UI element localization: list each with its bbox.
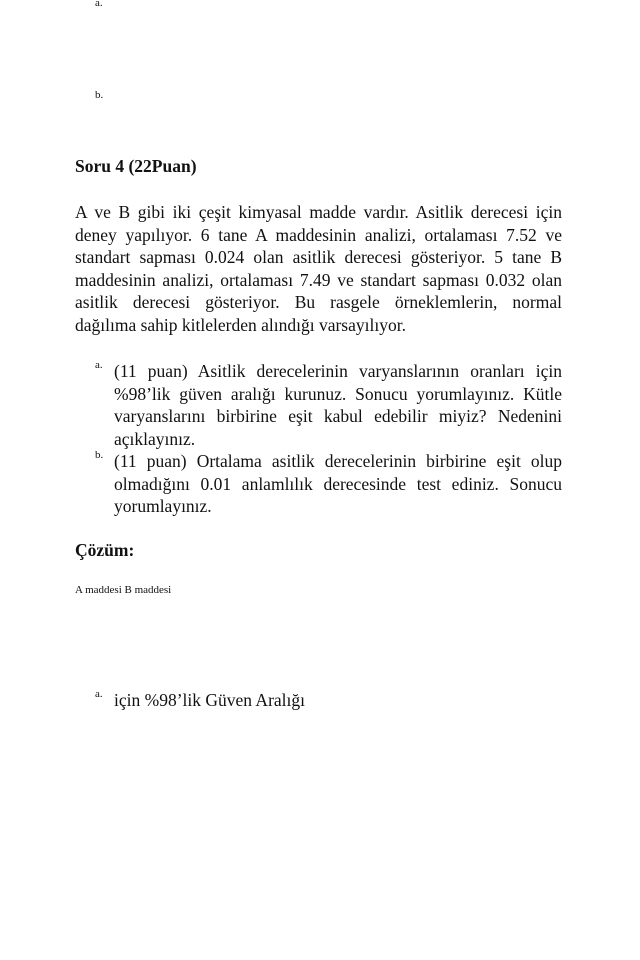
question-body: A ve B gibi iki çeşit kimyasal madde vardır. Asitlik derecesi için deney yapılıyor. 6 tane A maddesinin analizi, ortalaması 7.52 ve standart sapması 0.024 olan asitlik derecesi gösteriyor. 5 tane B maddesinin analizi, ortalaması 7.49 ve standart sapması 0.032 olan asitlik derecesi gösteriyor. Bu rasgele örneklemlerin, normal dağılıma sahip kitlelerden alındığı varsayılıyor. <box>75 202 562 335</box>
question-item-b-text: (11 puan) Ortalama asitlik derecelerinin birbirine eşit olup olmadığını 0.01 anlamlılık derecesinde test ediniz. Sonucu yorumlayınız. <box>114 451 562 517</box>
solution-title: Çözüm: <box>75 540 135 560</box>
solution-item-a <box>75 689 562 712</box>
question-item-a <box>75 360 562 450</box>
question-item-b-marker: b. <box>95 449 104 461</box>
solution-table-caption: A maddesi B maddesi <box>75 584 172 596</box>
previous-item-b-marker: b. <box>95 89 104 101</box>
question-item-b <box>75 450 562 518</box>
solution-item-a-marker: a. <box>95 688 103 700</box>
question-item-a-marker: a. <box>95 359 103 371</box>
question-title: Soru 4 (22Puan) <box>75 156 197 176</box>
question-item-a-text: (11 puan) Asitlik derecelerinin varyanslarının oranları için %98’lik güven aralığı kurunuz. Sonucu yorumlayınız. Kütle varyanslarını birbirine eşit kabul edebilir miyiz? Nedenini açıklayınız. <box>114 361 562 449</box>
solution-item-a-text: için %98’lik Güven Aralığı <box>114 690 306 710</box>
previous-item-a-marker: a. <box>95 0 103 9</box>
